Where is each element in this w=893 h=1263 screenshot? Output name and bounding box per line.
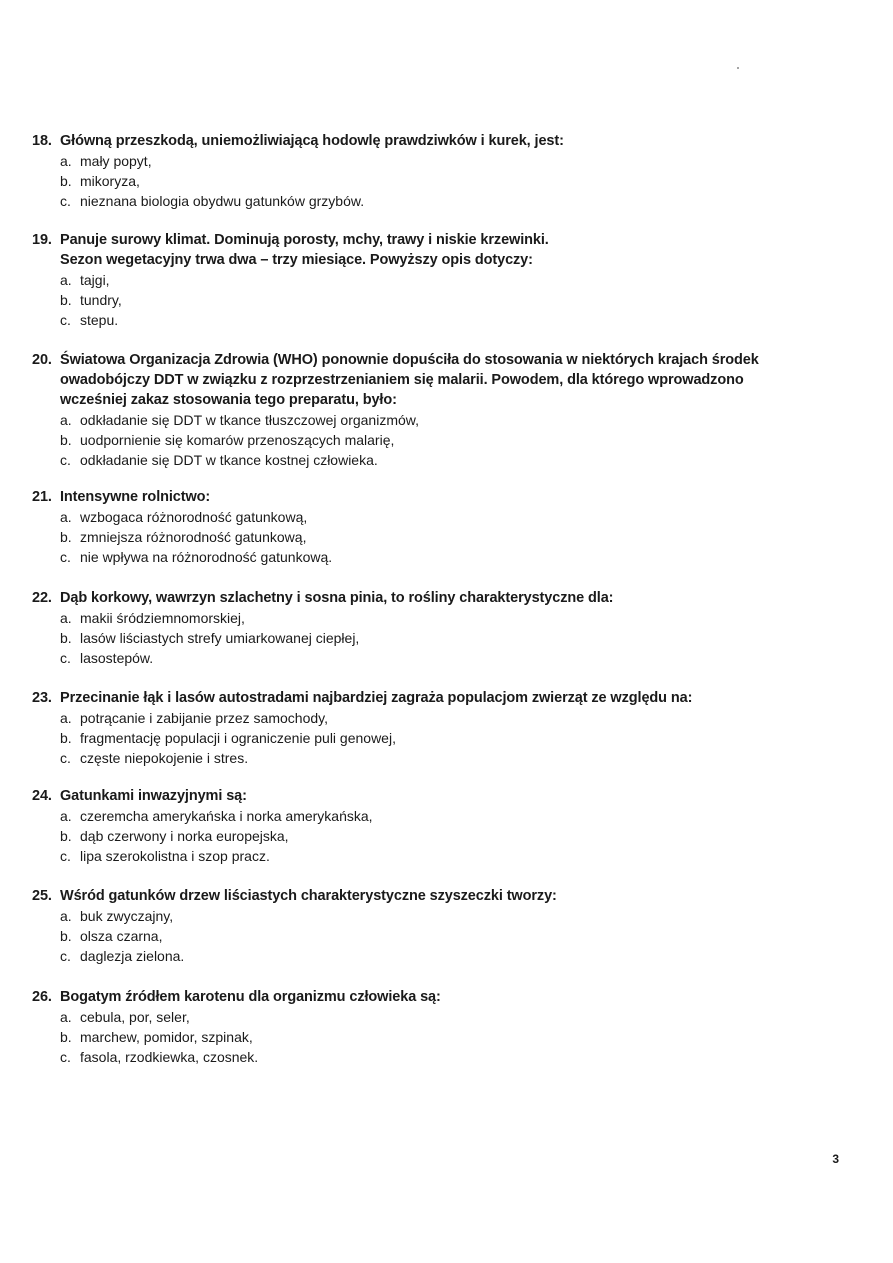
answer-option (32, 608, 852, 628)
option-letter: c. (60, 750, 71, 766)
answer-option (32, 728, 852, 748)
question-24 (32, 786, 852, 866)
option-text: olsza czarna, (80, 928, 163, 944)
answer-option (32, 648, 852, 668)
question-heading (32, 987, 852, 1007)
question-number: 20. (32, 352, 52, 368)
question-number: 25. (32, 888, 52, 904)
question-19 (32, 230, 852, 330)
option-letter: b. (60, 292, 72, 308)
question-heading (32, 350, 852, 410)
question-text-line: Intensywne rolnictwo: (60, 489, 211, 505)
question-text-line: Gatunkami inwazyjnymi są: (60, 788, 247, 804)
answer-options (32, 806, 852, 866)
question-text-line: wcześniej zakaz stosowania tego preparatu, było: (60, 392, 397, 408)
question-text-line: Główną przeszkodą, uniemożliwiającą hodowlę prawdziwków i kurek, jest: (60, 133, 564, 149)
option-letter: a. (60, 272, 72, 288)
option-letter: c. (60, 193, 71, 209)
answer-options (32, 270, 852, 330)
question-number: 26. (32, 989, 52, 1005)
question-text (60, 131, 852, 151)
question-26 (32, 987, 852, 1067)
option-letter: a. (60, 610, 72, 626)
answer-option (32, 547, 852, 567)
answer-options (32, 708, 852, 768)
question-text-line: Dąb korkowy, wawrzyn szlachetny i sosna pinia, to rośliny charakterystyczne dla: (60, 590, 614, 606)
page-number: 3 (832, 1152, 839, 1166)
question-text (60, 350, 852, 410)
option-text: uodpornienie się komarów przenoszących malarię, (80, 432, 395, 448)
question-number: 24. (32, 788, 52, 804)
question-number: 18. (32, 133, 52, 149)
question-heading (32, 886, 852, 906)
option-text: częste niepokojenie i stres. (80, 750, 249, 766)
question-heading (32, 230, 852, 270)
question-number: 22. (32, 590, 52, 606)
answer-options (32, 151, 852, 211)
answer-option (32, 430, 852, 450)
question-text (60, 688, 852, 708)
option-letter: c. (60, 452, 71, 468)
option-text: lasów liściastych strefy umiarkowanej ciepłej, (80, 630, 360, 646)
option-letter: a. (60, 908, 72, 924)
option-text: tundry, (80, 292, 122, 308)
answer-option (32, 527, 852, 547)
option-letter: a. (60, 710, 72, 726)
question-text (60, 487, 852, 507)
question-20 (32, 350, 852, 470)
question-21 (32, 487, 852, 567)
answer-option (32, 151, 852, 171)
option-text: mikoryza, (80, 173, 140, 189)
answer-options (32, 906, 852, 966)
question-heading (32, 786, 852, 806)
answer-option (32, 1027, 852, 1047)
question-text-line: owadobójczy DDT w związku z rozprzestrzenianiem się malarii. Powodem, dla którego wprowadzono (60, 372, 744, 388)
question-number: 19. (32, 232, 52, 248)
scan-speck (737, 67, 739, 69)
answer-options (32, 608, 852, 668)
question-text-line: Sezon wegetacyjny trwa dwa – trzy miesiące. Powyższy opis dotyczy: (60, 252, 533, 268)
question-text-line: Światowa Organizacja Zdrowia (WHO) ponownie dopuściła do stosowania w niektórych krajach środek (60, 352, 759, 368)
question-22 (32, 588, 852, 668)
question-heading (32, 588, 852, 608)
answer-option (32, 270, 852, 290)
option-text: buk zwyczajny, (80, 908, 174, 924)
option-letter: b. (60, 432, 72, 448)
option-letter: c. (60, 312, 71, 328)
option-letter: c. (60, 948, 71, 964)
answer-options (32, 410, 852, 470)
option-letter: a. (60, 808, 72, 824)
option-letter: b. (60, 828, 72, 844)
question-number: 21. (32, 489, 52, 505)
option-letter: b. (60, 173, 72, 189)
option-letter: a. (60, 1009, 72, 1025)
option-text: tajgi, (80, 272, 110, 288)
option-text: odkładanie się DDT w tkance kostnej człowieka. (80, 452, 378, 468)
option-text: odkładanie się DDT w tkance tłuszczowej organizmów, (80, 412, 420, 428)
option-letter: b. (60, 928, 72, 944)
option-text: potrącanie i zabijanie przez samochody, (80, 710, 328, 726)
question-text (60, 886, 852, 906)
option-text: fragmentację populacji i ograniczenie puli genowej, (80, 730, 396, 746)
answer-option (32, 846, 852, 866)
question-text (60, 588, 852, 608)
answer-option (32, 628, 852, 648)
question-heading (32, 131, 852, 151)
question-18 (32, 131, 852, 211)
option-letter: a. (60, 153, 72, 169)
option-text: mały popyt, (80, 153, 152, 169)
option-text: stepu. (80, 312, 119, 328)
option-text: zmniejsza różnorodność gatunkową, (80, 529, 307, 545)
question-text (60, 786, 852, 806)
answer-option (32, 171, 852, 191)
option-letter: b. (60, 630, 72, 646)
question-text-line: Panuje surowy klimat. Dominują porosty, mchy, trawy i niskie krzewinki. (60, 232, 549, 248)
answer-option (32, 191, 852, 211)
question-number: 23. (32, 690, 52, 706)
option-text: czeremcha amerykańska i norka amerykańska, (80, 808, 373, 824)
question-text-line: Wśród gatunków drzew liściastych charakterystyczne szyszeczki tworzy: (60, 888, 557, 904)
question-text (60, 987, 852, 1007)
option-text: fasola, rzodkiewka, czosnek. (80, 1049, 259, 1065)
option-letter: c. (60, 848, 71, 864)
answer-options (32, 1007, 852, 1067)
answer-option (32, 410, 852, 430)
answer-option (32, 946, 852, 966)
question-text (60, 230, 852, 270)
option-text: wzbogaca różnorodność gatunkową, (80, 509, 308, 525)
option-text: marchew, pomidor, szpinak, (80, 1029, 253, 1045)
answer-options (32, 507, 852, 567)
option-letter: b. (60, 1029, 72, 1045)
question-23 (32, 688, 852, 768)
answer-option (32, 290, 852, 310)
question-text-line: Bogatym źródłem karotenu dla organizmu człowieka są: (60, 989, 441, 1005)
answer-option (32, 708, 852, 728)
answer-option (32, 1047, 852, 1067)
answer-option (32, 806, 852, 826)
option-text: nieznana biologia obydwu gatunków grzybów. (80, 193, 365, 209)
question-text-line: Przecinanie łąk i lasów autostradami najbardziej zagraża populacjom zwierząt ze względu na: (60, 690, 693, 706)
answer-option (32, 926, 852, 946)
option-letter: b. (60, 529, 72, 545)
option-letter: c. (60, 549, 71, 565)
answer-option (32, 826, 852, 846)
answer-option (32, 906, 852, 926)
answer-option (32, 1007, 852, 1027)
answer-option (32, 748, 852, 768)
option-text: makii śródziemnomorskiej, (80, 610, 245, 626)
option-letter: a. (60, 509, 72, 525)
option-text: lasostepów. (80, 650, 154, 666)
question-heading (32, 688, 852, 708)
option-letter: c. (60, 650, 71, 666)
option-text: lipa szerokolistna i szop pracz. (80, 848, 270, 864)
option-text: daglezja zielona. (80, 948, 185, 964)
question-heading (32, 487, 852, 507)
option-text: dąb czerwony i norka europejska, (80, 828, 289, 844)
option-letter: b. (60, 730, 72, 746)
answer-option (32, 310, 852, 330)
option-letter: a. (60, 412, 72, 428)
option-text: cebula, por, seler, (80, 1009, 190, 1025)
answer-option (32, 450, 852, 470)
question-25 (32, 886, 852, 966)
option-letter: c. (60, 1049, 71, 1065)
option-text: nie wpływa na różnorodność gatunkową. (80, 549, 333, 565)
answer-option (32, 507, 852, 527)
